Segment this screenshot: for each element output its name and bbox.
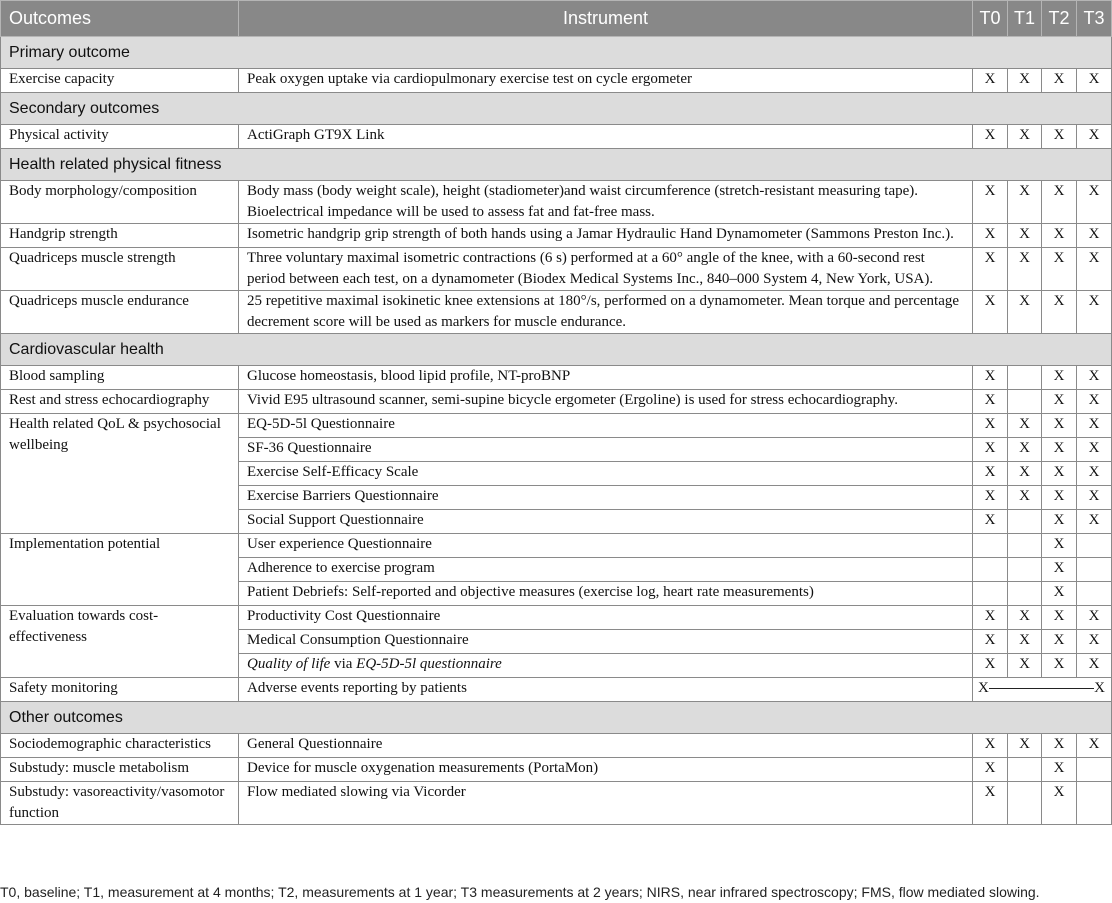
table-row <box>1 366 1112 390</box>
timepoint-mark-t1 <box>1008 758 1042 782</box>
timepoint-mark-t3: X <box>1077 654 1112 678</box>
dash-line <box>989 688 1094 689</box>
timepoint-mark-t0: X <box>973 486 1008 510</box>
timepoint-mark-t3: X <box>1077 248 1112 291</box>
timepoint-mark-t2: X <box>1042 510 1077 534</box>
timepoint-mark-t3: X <box>1077 462 1112 486</box>
instrument-cell: Device for muscle oxygenation measurements (PortaMon) <box>239 758 973 782</box>
instrument-cell: Adherence to exercise program <box>239 558 973 582</box>
timepoint-mark-t2: X <box>1042 366 1077 390</box>
instrument-cell: Patient Debriefs: Self-reported and objective measures (exercise log, heart rate measurements) <box>239 582 973 606</box>
instrument-cell: Peak oxygen uptake via cardiopulmonary exercise test on cycle ergometer <box>239 69 973 93</box>
timepoint-mark-t3: X <box>1077 69 1112 93</box>
timepoint-mark-t0: X <box>973 606 1008 630</box>
table-header-row <box>1 1 1112 37</box>
timepoint-mark-t1: X <box>1008 181 1042 224</box>
timepoint-mark-t1: X <box>1008 414 1042 438</box>
timepoint-mark-t3 <box>1077 782 1112 825</box>
timepoint-mark-t1: X <box>1008 486 1042 510</box>
instrument-cell: SF-36 Questionnaire <box>239 438 973 462</box>
timepoint-mark-t3: X <box>1077 224 1112 248</box>
table-row <box>1 224 1112 248</box>
timepoint-mark-t2: X <box>1042 534 1077 558</box>
table-row <box>1 181 1112 224</box>
section-title: Health related physical fitness <box>1 149 1112 181</box>
timepoint-mark-t1: X <box>1008 462 1042 486</box>
outcome-cell: Exercise capacity <box>1 69 239 93</box>
timepoint-mark-t1 <box>1008 782 1042 825</box>
instrument-text: via <box>330 656 357 672</box>
instrument-cell <box>239 654 973 678</box>
instrument-italic-text: Quality of life <box>247 656 331 672</box>
outcome-cell: Substudy: muscle metabolism <box>1 758 239 782</box>
timepoint-header-t2: T2 <box>1042 1 1077 37</box>
timepoint-mark-t1: X <box>1008 125 1042 149</box>
timepoint-mark-t3: X <box>1077 438 1112 462</box>
timepoint-mark-t0: X <box>973 438 1008 462</box>
instrument-cell: General Questionnaire <box>239 734 973 758</box>
outcome-cell: Handgrip strength <box>1 224 239 248</box>
timepoint-mark-t1 <box>1008 582 1042 606</box>
timepoint-mark-t2: X <box>1042 291 1077 334</box>
instrument-cell: User experience Questionnaire <box>239 534 973 558</box>
safety-span-cell <box>973 678 1112 702</box>
outcome-cell: Substudy: vasoreactivity/vasomotor function <box>1 782 239 825</box>
section-title: Cardiovascular health <box>1 334 1112 366</box>
instrument-cell: Vivid E95 ultrasound scanner, semi-supine bicycle ergometer (Ergoline) is used for stress echocardiography. <box>239 390 973 414</box>
timepoint-mark-t1 <box>1008 510 1042 534</box>
timepoint-mark-t0: X <box>973 758 1008 782</box>
section-row <box>1 334 1112 366</box>
timepoint-mark-t3 <box>1077 582 1112 606</box>
outcome-cell: Quadriceps muscle strength <box>1 248 239 291</box>
instrument-cell: ActiGraph GT9X Link <box>239 125 973 149</box>
timepoint-header-t1: T1 <box>1008 1 1042 37</box>
timepoint-mark-t1: X <box>1008 734 1042 758</box>
mark-end: X <box>1094 680 1105 696</box>
table-row <box>1 734 1112 758</box>
outcome-cell: Quadriceps muscle endurance <box>1 291 239 334</box>
table-row <box>1 606 1112 630</box>
timepoint-mark-t1 <box>1008 366 1042 390</box>
timepoint-mark-t1: X <box>1008 630 1042 654</box>
timepoint-mark-t0: X <box>973 734 1008 758</box>
timepoint-mark-t2: X <box>1042 558 1077 582</box>
timepoint-mark-t2: X <box>1042 582 1077 606</box>
outcome-cell: Physical activity <box>1 125 239 149</box>
timepoint-mark-t2: X <box>1042 69 1077 93</box>
timepoint-mark-t3: X <box>1077 414 1112 438</box>
instrument-cell: Productivity Cost Questionnaire <box>239 606 973 630</box>
timepoint-mark-t0: X <box>973 69 1008 93</box>
section-row <box>1 702 1112 734</box>
outcome-cell: Health related QoL & psychosocial wellbeing <box>1 414 239 534</box>
timepoint-mark-t2: X <box>1042 654 1077 678</box>
timepoint-mark-t2: X <box>1042 630 1077 654</box>
timepoint-mark-t1: X <box>1008 438 1042 462</box>
outcome-cell: Safety monitoring <box>1 678 239 702</box>
timepoint-mark-t1 <box>1008 558 1042 582</box>
timepoint-mark-t2: X <box>1042 181 1077 224</box>
timepoint-mark-t1 <box>1008 534 1042 558</box>
timepoint-mark-t0: X <box>973 390 1008 414</box>
timepoint-mark-t3: X <box>1077 734 1112 758</box>
timepoint-mark-t3: X <box>1077 510 1112 534</box>
timepoint-mark-t0: X <box>973 462 1008 486</box>
instrument-cell: Isometric handgrip grip strength of both hands using a Jamar Hydraulic Hand Dynamometer (Sammons Preston Inc.). <box>239 224 973 248</box>
instrument-cell: Medical Consumption Questionnaire <box>239 630 973 654</box>
timepoint-mark-t2: X <box>1042 486 1077 510</box>
table-row <box>1 782 1112 825</box>
section-row <box>1 37 1112 69</box>
timepoint-mark-t1: X <box>1008 224 1042 248</box>
timepoint-mark-t3: X <box>1077 366 1112 390</box>
instrument-cell: Exercise Barriers Questionnaire <box>239 486 973 510</box>
timepoint-mark-t3: X <box>1077 630 1112 654</box>
timepoint-mark-t0 <box>973 534 1008 558</box>
outcome-cell: Body morphology/composition <box>1 181 239 224</box>
timepoint-mark-t3 <box>1077 534 1112 558</box>
timepoint-mark-t2: X <box>1042 224 1077 248</box>
timepoint-mark-t3: X <box>1077 390 1112 414</box>
timepoint-mark-t0: X <box>973 654 1008 678</box>
instrument-cell: Exercise Self-Efficacy Scale <box>239 462 973 486</box>
table-body <box>1 37 1112 825</box>
timepoint-mark-t0: X <box>973 366 1008 390</box>
timepoint-mark-t0 <box>973 558 1008 582</box>
section-row <box>1 149 1112 181</box>
instrument-italic-text: EQ-5D-5l questionnaire <box>356 656 502 672</box>
timepoint-mark-t1: X <box>1008 654 1042 678</box>
timepoint-mark-t3: X <box>1077 181 1112 224</box>
outcome-cell: Implementation potential <box>1 534 239 606</box>
outcomes-column-header: Outcomes <box>1 1 239 37</box>
timepoint-mark-t2: X <box>1042 782 1077 825</box>
section-row <box>1 93 1112 125</box>
outcome-cell: Rest and stress echocardiography <box>1 390 239 414</box>
timepoint-mark-t2: X <box>1042 414 1077 438</box>
timepoint-mark-t0: X <box>973 248 1008 291</box>
timepoint-mark-t3: X <box>1077 125 1112 149</box>
timepoint-mark-t2: X <box>1042 390 1077 414</box>
instrument-cell: Glucose homeostasis, blood lipid profile, NT-proBNP <box>239 366 973 390</box>
timepoint-mark-t3: X <box>1077 486 1112 510</box>
table-row <box>1 390 1112 414</box>
timepoint-mark-t0: X <box>973 224 1008 248</box>
timepoint-mark-t1: X <box>1008 248 1042 291</box>
timepoint-header-t0: T0 <box>973 1 1008 37</box>
timepoint-mark-t0: X <box>973 291 1008 334</box>
table-row <box>1 248 1112 291</box>
table-footnote: T0, baseline; T1, measurement at 4 months; T2, measurements at 1 year; T3 measurements at 2 years; NIRS, near infrared spectroscopy; FMS, flow mediated slowing. <box>0 884 1040 900</box>
timepoint-mark-t1 <box>1008 390 1042 414</box>
table-row <box>1 291 1112 334</box>
timepoint-mark-t2: X <box>1042 462 1077 486</box>
timepoint-header-t3: T3 <box>1077 1 1112 37</box>
section-title: Other outcomes <box>1 702 1112 734</box>
instrument-cell: Flow mediated slowing via Vicorder <box>239 782 973 825</box>
timepoint-mark-t0: X <box>973 630 1008 654</box>
timepoint-mark-t1: X <box>1008 69 1042 93</box>
table-row <box>1 69 1112 93</box>
instrument-column-header: Instrument <box>239 1 973 37</box>
outcome-cell: Sociodemographic characteristics <box>1 734 239 758</box>
timepoint-mark-t2: X <box>1042 125 1077 149</box>
timepoint-mark-t3: X <box>1077 291 1112 334</box>
timepoint-mark-t3 <box>1077 558 1112 582</box>
section-title: Secondary outcomes <box>1 93 1112 125</box>
table-row <box>1 758 1112 782</box>
timepoint-mark-t2: X <box>1042 606 1077 630</box>
timepoint-mark-t0: X <box>973 125 1008 149</box>
timepoint-mark-t1: X <box>1008 291 1042 334</box>
timepoint-mark-t3 <box>1077 758 1112 782</box>
instrument-cell: Adverse events reporting by patients <box>239 678 973 702</box>
timepoint-mark-t0: X <box>973 181 1008 224</box>
instrument-cell: 25 repetitive maximal isokinetic knee extensions at 180°/s, performed on a dynamometer. Mean torque and percentage decrement score will be used as markers for muscle endurance. <box>239 291 973 334</box>
instrument-cell: Body mass (body weight scale), height (stadiometer)and waist circumference (stretch-resistant measuring tape). Bioelectrical impedance will be used to assess fat and fat-free mass. <box>239 181 973 224</box>
instrument-cell: EQ-5D-5l Questionnaire <box>239 414 973 438</box>
instrument-cell: Three voluntary maximal isometric contractions (6 s) performed at a 60° angle of the knee, with a 60-second rest period between each test, on a dynamometer (Biodex Medical Systems Inc., 840–000 System 4, New York, USA). <box>239 248 973 291</box>
instrument-cell: Social Support Questionnaire <box>239 510 973 534</box>
timepoint-mark-t0: X <box>973 414 1008 438</box>
continuous-monitoring-line <box>973 678 1111 699</box>
outcome-cell: Evaluation towards cost-effectiveness <box>1 606 239 678</box>
timepoint-mark-t2: X <box>1042 248 1077 291</box>
timepoint-mark-t2: X <box>1042 734 1077 758</box>
table-row <box>1 534 1112 558</box>
timepoint-mark-t0: X <box>973 510 1008 534</box>
timepoint-mark-t2: X <box>1042 758 1077 782</box>
table-row <box>1 125 1112 149</box>
timepoint-mark-t0 <box>973 582 1008 606</box>
timepoint-mark-t2: X <box>1042 438 1077 462</box>
mark-start: X <box>978 680 989 696</box>
timepoint-mark-t0: X <box>973 782 1008 825</box>
timepoint-mark-t3: X <box>1077 606 1112 630</box>
table-row <box>1 414 1112 438</box>
table-row <box>1 678 1112 702</box>
timepoint-mark-t1: X <box>1008 606 1042 630</box>
outcome-cell: Blood sampling <box>1 366 239 390</box>
section-title: Primary outcome <box>1 37 1112 69</box>
